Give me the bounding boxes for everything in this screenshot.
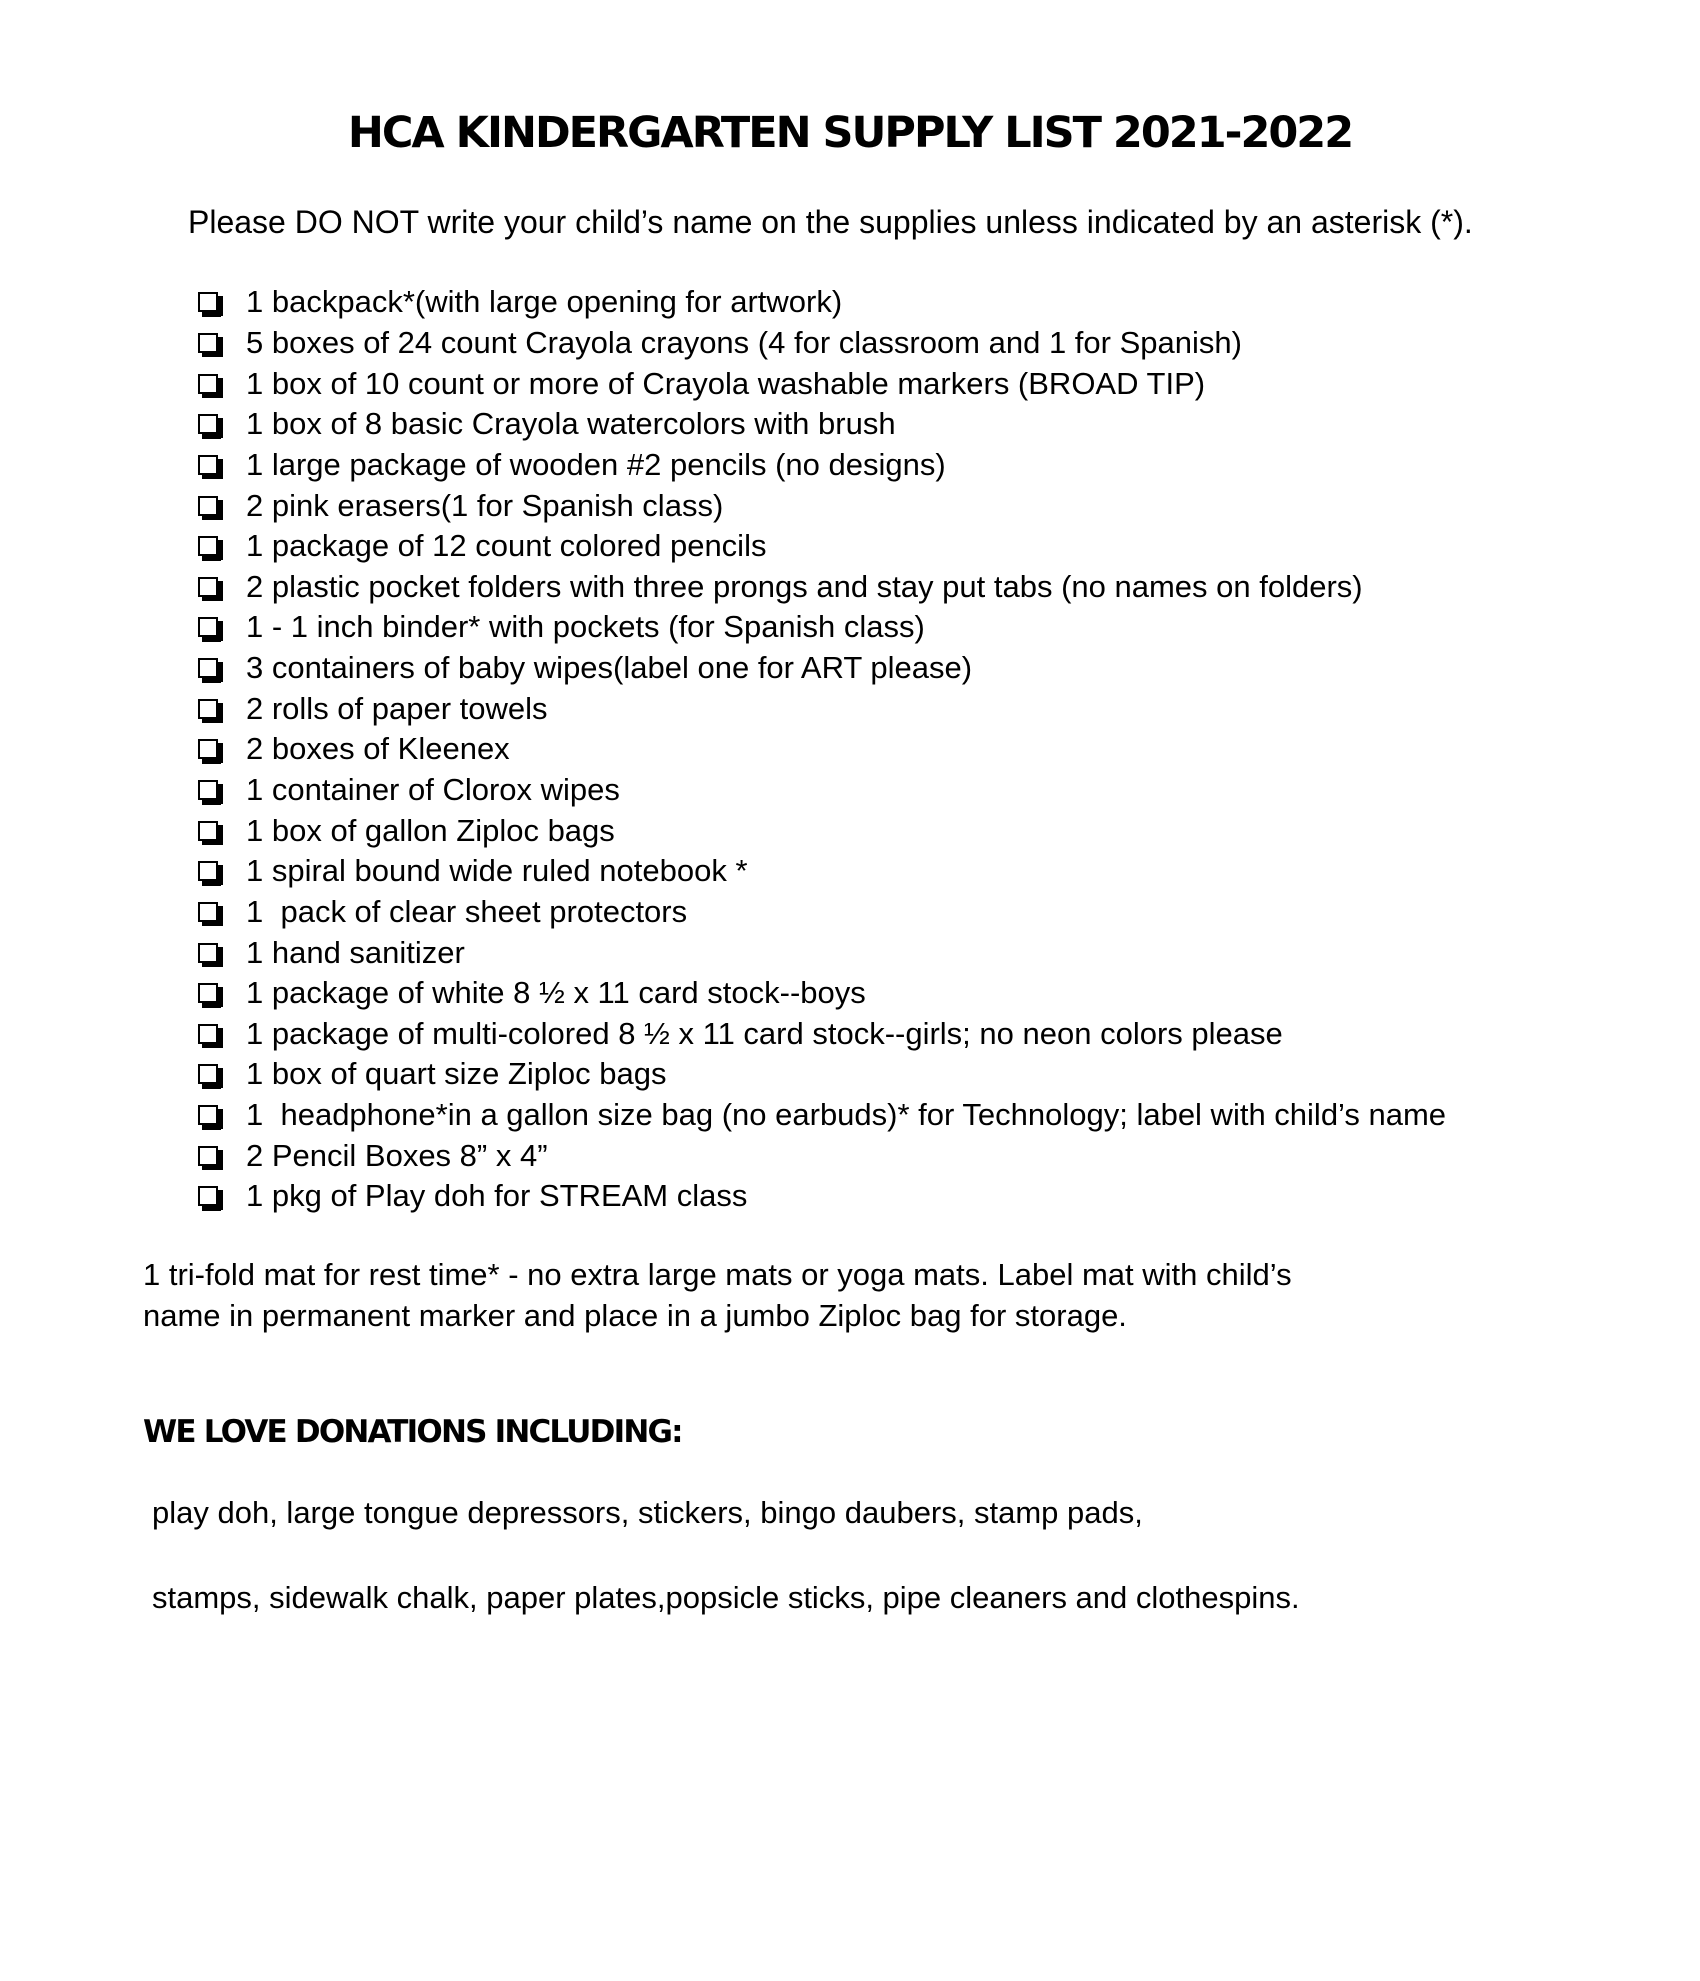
donations-text-line: stamps, sidewalk chalk, paper plates,popsicle sticks, pipe cleaners and clothespins. <box>152 1580 1300 1615</box>
list-item <box>198 770 1446 811</box>
list-item <box>198 607 1446 648</box>
checkbox-icon <box>198 1105 218 1125</box>
list-item-label: 1 headphone*in a gallon size bag (no earbuds)* for Technology; label with child’s name <box>246 1097 1447 1133</box>
list-item-label: 1 backpack*(with large opening for artwork) <box>246 284 843 320</box>
checkbox-icon <box>198 739 218 759</box>
checkbox-icon <box>198 333 218 353</box>
checkbox-icon <box>198 374 218 394</box>
list-item <box>198 851 1446 892</box>
list-item <box>198 526 1446 567</box>
list-item-label: 2 pink erasers(1 for Spanish class) <box>246 487 724 523</box>
list-item-label: 5 boxes of 24 count Crayola crayons (4 for classroom and 1 for Spanish) <box>246 324 1242 360</box>
list-item <box>198 810 1446 851</box>
list-item <box>198 932 1446 973</box>
list-item-label: 1 package of multi-colored 8 ½ x 11 card stock--girls; no neon colors please <box>246 1015 1283 1051</box>
list-item-label: 1 - 1 inch binder* with pockets (for Spanish class) <box>246 609 925 645</box>
list-item <box>198 648 1446 689</box>
rest-mat-note-line: name in permanent marker and place in a jumbo Ziploc bag for storage. <box>143 1298 1127 1333</box>
instruction-text: Please DO NOT write your child’s name on the supplies unless indicated by an asterisk (*). <box>188 204 1473 240</box>
list-item-label: 2 boxes of Kleenex <box>246 731 510 767</box>
list-item-label: 2 rolls of paper towels <box>246 690 548 726</box>
list-item <box>198 1135 1446 1176</box>
checkbox-icon <box>198 617 218 637</box>
checkbox-icon <box>198 780 218 800</box>
checkbox-icon <box>198 861 218 881</box>
list-item <box>198 892 1446 933</box>
checkbox-icon <box>198 292 218 312</box>
checkbox-icon <box>198 821 218 841</box>
list-item <box>198 404 1446 445</box>
list-item-label: 1 box of quart size Ziploc bags <box>246 1056 667 1092</box>
list-item-label: 1 box of 8 basic Crayola watercolors with brush <box>246 406 896 442</box>
list-item <box>198 363 1446 404</box>
checkbox-icon <box>198 699 218 719</box>
list-item <box>198 566 1446 607</box>
checkbox-icon <box>198 536 218 556</box>
list-item <box>198 1054 1446 1095</box>
rest-mat-note-line: 1 tri-fold mat for rest time* - no extra large mats or yoga mats. Label mat with child’s <box>143 1257 1292 1292</box>
checkbox-icon <box>198 658 218 678</box>
supply-list <box>198 282 1446 1217</box>
checkbox-icon <box>198 577 218 597</box>
list-item-label: 1 box of 10 count or more of Crayola washable markers (BROAD TIP) <box>246 365 1206 401</box>
checkbox-icon <box>198 414 218 434</box>
list-item-label: 1 large package of wooden #2 pencils (no designs) <box>246 446 946 482</box>
list-item <box>198 323 1446 364</box>
donations-heading: WE LOVE DONATIONS INCLUDING: <box>143 1414 682 1450</box>
checkbox-icon <box>198 1024 218 1044</box>
page-title: HCA KINDERGARTEN SUPPLY LIST 2021-2022 <box>347 108 1353 158</box>
list-item <box>198 729 1446 770</box>
checkbox-icon <box>198 455 218 475</box>
checkbox-icon <box>198 1064 218 1084</box>
checkbox-icon <box>198 1186 218 1206</box>
list-item <box>198 282 1446 323</box>
list-item-label: 1 box of gallon Ziploc bags <box>246 812 615 848</box>
checkbox-icon <box>198 496 218 516</box>
list-item-label: 2 Pencil Boxes 8” x 4” <box>246 1137 548 1173</box>
list-item-label: 1 spiral bound wide ruled notebook * <box>246 853 748 889</box>
list-item-label: 2 plastic pocket folders with three prongs and stay put tabs (no names on folders) <box>246 568 1363 604</box>
checkbox-icon <box>198 902 218 922</box>
list-item-label: 1 package of white 8 ½ x 11 card stock--boys <box>246 975 866 1011</box>
list-item-label: 1 package of 12 count colored pencils <box>246 528 767 564</box>
list-item-label: 3 containers of baby wipes(label one for ART please) <box>246 650 973 686</box>
list-item <box>198 973 1446 1014</box>
donations-text-line: play doh, large tongue depressors, stickers, bingo daubers, stamp pads, <box>152 1495 1143 1530</box>
list-item <box>198 445 1446 486</box>
list-item-label: 1 hand sanitizer <box>246 934 465 970</box>
checkbox-icon <box>198 943 218 963</box>
list-item <box>198 485 1446 526</box>
list-item-label: 1 container of Clorox wipes <box>246 772 620 807</box>
list-item <box>198 1095 1446 1136</box>
list-item-label: 1 pkg of Play doh for STREAM class <box>246 1178 748 1214</box>
list-item <box>198 688 1446 729</box>
list-item <box>198 1176 1446 1217</box>
checkbox-icon <box>198 983 218 1003</box>
rest-mat-note <box>143 1254 1292 1336</box>
list-item <box>198 1014 1446 1055</box>
list-item-label: 1 pack of clear sheet protectors <box>246 893 688 929</box>
checkbox-icon <box>198 1146 218 1166</box>
